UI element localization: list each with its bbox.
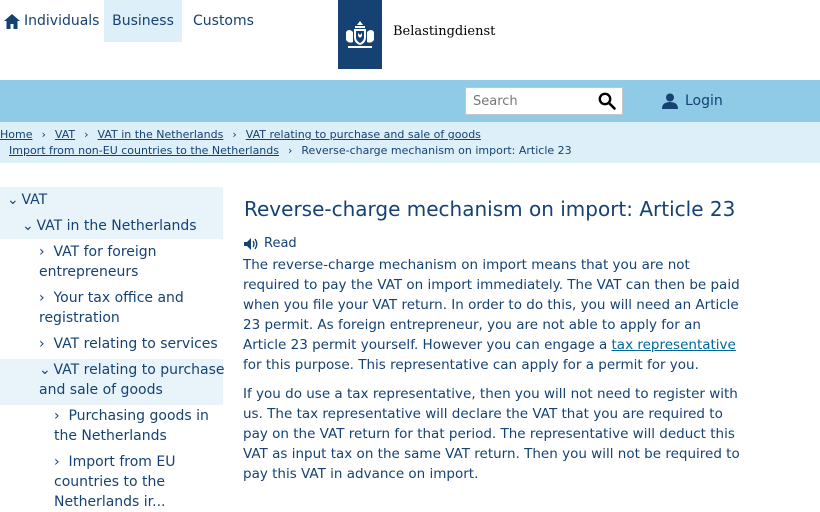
breadcrumb-row — [0, 127, 481, 143]
chevron-right-icon: › — [39, 336, 45, 352]
sidebar-item-tax-office[interactable] — [39, 288, 184, 328]
breadcrumb-import-non-eu[interactable]: Import from non-EU countries to the Netherlands — [9, 144, 279, 157]
chevron-right-icon: › — [54, 454, 60, 470]
chevron-right-icon: › — [232, 128, 237, 141]
chevron-right-icon: › — [54, 408, 60, 424]
chevron-right-icon: › — [84, 128, 89, 141]
sidebar-item-label: the Netherlands — [54, 428, 167, 444]
sidebar-item-purchasing-goods[interactable] — [54, 406, 209, 446]
chevron-down-icon: ⌄ — [22, 218, 34, 234]
breadcrumb-current: Reverse-charge mechanism on import: Article 23 — [301, 144, 572, 157]
coat-of-arms-icon — [343, 18, 377, 52]
sidebar-item-label: Your tax office and — [53, 290, 184, 306]
breadcrumb-row — [9, 143, 572, 159]
sidebar-item-label: registration — [39, 310, 120, 326]
sidebar-item-vat[interactable] — [7, 190, 47, 210]
paragraph: If you do use a tax representative, then you will not need to register with us. The tax representative will declare the VAT that you are required to pay on the VAT return for that period. The representative will deduct this VAT as input tax on the same VAT return. Then you will not be required to pay this VAT in advance on import. — [243, 386, 740, 482]
user-icon — [662, 93, 678, 109]
chevron-right-icon: › — [39, 290, 45, 306]
paragraph-text: for this purpose. This representative can apply for a permit for you. — [243, 357, 699, 373]
search-icon[interactable] — [598, 92, 616, 110]
nav-individuals-label: Individuals — [24, 13, 100, 29]
read-aloud-label: Read — [264, 236, 297, 251]
breadcrumb — [0, 122, 820, 163]
sidebar-item-label: VAT — [21, 192, 48, 208]
nav-business[interactable]: Business — [104, 0, 182, 42]
sidebar-item-vat-services[interactable] — [39, 334, 218, 354]
sidebar-item-label: VAT for foreign — [53, 244, 157, 260]
sidebar-item-vat-in-netherlands[interactable] — [22, 216, 197, 236]
sidebar-item-import-eu[interactable] — [54, 452, 176, 512]
sidebar-item-label: VAT relating to services — [53, 336, 218, 352]
sidebar-item-label: countries to the — [54, 474, 165, 490]
breadcrumb-home[interactable]: Home — [0, 128, 33, 141]
sidebar-item-label: VAT relating to purchase — [53, 362, 225, 378]
chevron-down-icon: ⌄ — [7, 192, 19, 208]
sidebar-item-label: Purchasing goods in — [68, 408, 209, 424]
brand-name: Belastingdienst — [393, 24, 496, 39]
search-input[interactable] — [466, 88, 592, 114]
sidebar-item-vat-purchase-sale[interactable] — [39, 360, 225, 400]
paragraph — [243, 255, 743, 375]
nav-individuals[interactable] — [4, 0, 99, 42]
tax-representative-link[interactable]: tax representative — [611, 337, 736, 353]
sidebar-item-label: entrepreneurs — [39, 264, 139, 280]
speaker-icon — [244, 238, 258, 250]
page-title: Reverse-charge mechanism on import: Article 23 — [244, 197, 736, 221]
sidebar-item-vat-foreign-entrepreneurs[interactable] — [39, 242, 157, 282]
login-link[interactable] — [662, 80, 723, 122]
search-box — [465, 87, 623, 115]
nav-customs[interactable]: Customs — [193, 13, 254, 29]
breadcrumb-vat-in-netherlands[interactable]: VAT in the Netherlands — [97, 128, 224, 141]
read-aloud-button[interactable] — [244, 236, 297, 251]
breadcrumb-vat[interactable]: VAT — [54, 128, 76, 141]
government-logo[interactable] — [338, 0, 382, 69]
sidebar-item-label: and sale of goods — [39, 382, 163, 398]
chevron-right-icon: › — [288, 144, 293, 157]
breadcrumb-vat-purchase-sale[interactable]: VAT relating to purchase and sale of goods — [245, 128, 481, 141]
sidebar-item-label: VAT in the Netherlands — [36, 218, 197, 234]
home-icon — [4, 14, 20, 29]
chevron-right-icon: › — [41, 128, 46, 141]
chevron-right-icon: › — [39, 244, 45, 260]
paragraph-text: The reverse-charge mechanism on import means that you are not required to pay the VAT on import immediately. The VAT can then be paid when you file your VAT return. In order to do this, you will need an Article 23 permit. As foreign entrepreneur, you are not able to apply for an Article 23 permit yourself. However you can engage a — [243, 257, 740, 353]
chevron-down-icon: ⌄ — [39, 362, 51, 378]
sidebar-item-label: Netherlands ir... — [54, 494, 166, 510]
login-label: Login — [685, 93, 723, 109]
sidebar-item-label: Import from EU — [68, 454, 176, 470]
